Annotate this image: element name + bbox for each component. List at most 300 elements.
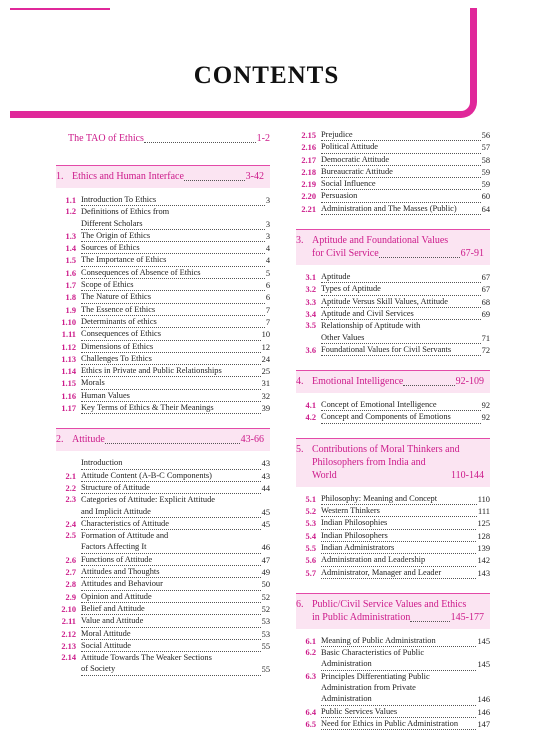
- chapter-title-line: [56, 132, 270, 145]
- entry-page: 67: [481, 273, 490, 283]
- entry-title: Indian Administrators: [321, 542, 476, 554]
- entry-page: 4: [265, 244, 270, 254]
- entry-title: Attitudes and Behaviour: [81, 578, 261, 590]
- entry-title: Philosophy: Meaning and Concept: [321, 493, 477, 505]
- entry-page: 60: [481, 192, 490, 202]
- chapter-heading: [296, 229, 490, 265]
- chapter-title: Ethics and Human Interface: [72, 171, 184, 182]
- entry-page: 68: [481, 297, 490, 307]
- entry-page: 125: [477, 519, 490, 529]
- toc-entry: [296, 505, 490, 517]
- entry-title: Need for Ethics in Public Administration: [321, 718, 476, 730]
- entry-title: Moral Attitude: [81, 628, 261, 640]
- chapter-title-line: [56, 170, 264, 183]
- entry-page: 52: [261, 592, 270, 602]
- toc-entry: [296, 190, 490, 202]
- entry-page: 32: [261, 391, 270, 401]
- toc-entry: [296, 344, 490, 356]
- entry-number: 2.17: [301, 155, 316, 165]
- entry-page: 145: [477, 660, 490, 670]
- toc-entry: [56, 494, 270, 505]
- toc-entry: [296, 493, 490, 505]
- entry-page: 25: [261, 367, 270, 377]
- entry-page: 53: [261, 617, 270, 627]
- chapter-page-range: 67-91: [460, 248, 484, 260]
- entry-page: 4: [265, 256, 270, 266]
- entry-number: 1.10: [61, 317, 76, 327]
- entry-number: 2.12: [61, 629, 76, 639]
- chapter-title-line: [296, 443, 484, 456]
- entry-title: Social Attitude: [81, 640, 261, 652]
- entry-page: 58: [481, 155, 490, 165]
- entry-title: Indian Philosophers: [321, 530, 476, 542]
- entry-title: Foundational Values for Civil Servants: [321, 344, 481, 356]
- chapter-heading: [296, 593, 490, 629]
- entry-page: 146: [477, 707, 490, 717]
- entry-number: 5.7: [305, 568, 316, 578]
- entry-page: 56: [481, 131, 490, 140]
- toc-entry: [56, 628, 270, 640]
- entry-title: Aptitude and Civil Services: [321, 308, 481, 320]
- entry-title: Basic Characteristics of Public: [321, 648, 425, 658]
- toc-entry: [296, 671, 490, 682]
- toc-entry: [56, 279, 270, 291]
- toc-entry: [296, 411, 490, 423]
- entry-title: The Essence of Ethics: [81, 304, 265, 316]
- entry-number: 2.1: [65, 471, 76, 481]
- entry-number: 5.6: [305, 556, 316, 566]
- entry-page: 55: [261, 641, 270, 651]
- toc-entry: [56, 578, 270, 590]
- chapter-page-range: 3-42: [245, 171, 264, 182]
- entry-title: Meaning of Public Administration: [321, 635, 476, 647]
- entry-number: 3.6: [305, 345, 316, 355]
- entry-number: 1.7: [65, 281, 76, 291]
- entry-page: 64: [481, 204, 490, 214]
- entry-page: 143: [477, 568, 490, 578]
- entry-number: 2.15: [301, 131, 316, 140]
- entry-title: Aptitude Versus Skill Values, Attitude: [321, 296, 481, 308]
- toc-entry: [56, 457, 270, 469]
- entry-number: 1.2: [65, 207, 76, 217]
- entry-page: 59: [481, 180, 490, 190]
- chapter-title-line: [296, 375, 484, 388]
- toc-left-column: [56, 129, 270, 676]
- toc-entry: [296, 166, 490, 178]
- entry-number: 2.8: [65, 580, 76, 590]
- toc-entry: [296, 154, 490, 166]
- toc-entry: [296, 517, 490, 529]
- toc-entry: [296, 530, 490, 542]
- entry-title: Types of Aptitude: [321, 283, 481, 295]
- entry-number: 2.3: [65, 495, 76, 505]
- entry-number: 2.21: [301, 204, 316, 214]
- chapter-number: 4.: [296, 376, 304, 388]
- entry-number: 1.16: [61, 391, 76, 401]
- chapter-title: Emotional Intelligence: [312, 376, 404, 388]
- chapter-heading: [296, 370, 490, 393]
- dot-leader: [403, 385, 454, 386]
- entry-title: Persuasion: [321, 190, 481, 202]
- entry-title: Attitude Content (A-B-C Components): [81, 470, 261, 482]
- entry-title: Attitude Towards The Weaker Sections: [81, 653, 212, 663]
- entry-title: Introduction: [81, 457, 261, 469]
- entry-number: 2.2: [65, 483, 76, 493]
- chapter-title-line: [296, 598, 484, 611]
- toc-entry: [56, 254, 270, 266]
- entry-number: 2.20: [301, 192, 316, 202]
- entry-number: 3.1: [305, 273, 316, 283]
- entry-number: 2.18: [301, 167, 316, 177]
- chapter-heading: [56, 165, 270, 188]
- toc-entry: [56, 640, 270, 652]
- entry-page: 57: [481, 143, 490, 153]
- entry-page: 53: [261, 629, 270, 639]
- entry-page: 47: [261, 555, 270, 565]
- entry-page: 6: [265, 281, 270, 291]
- chapter-title: Public/Civil Service Values and Ethics: [312, 598, 467, 610]
- entry-number: 2.16: [301, 143, 316, 153]
- entry-title: Challenges To Ethics: [81, 353, 261, 365]
- entry-page: 10: [261, 330, 270, 340]
- dot-leader: [379, 257, 460, 258]
- entry-title: The Origin of Ethics: [81, 230, 265, 242]
- entry-page: 92: [481, 401, 490, 411]
- entry-number: 5.1: [305, 494, 316, 504]
- entry-title: Social Influence: [321, 178, 481, 190]
- chapter-title-line: [296, 611, 484, 624]
- toc-entry: [296, 554, 490, 566]
- entry-page: 69: [481, 309, 490, 319]
- toc-entry: [56, 530, 270, 541]
- entry-title: Bureaucratic Attitude: [321, 166, 481, 178]
- entry-page: 44: [261, 483, 270, 493]
- entry-number: 1.6: [65, 268, 76, 278]
- entry-number: 3.4: [305, 309, 316, 319]
- entry-page: 52: [261, 604, 270, 614]
- entry-page: 142: [477, 556, 490, 566]
- entry-title: Political Attitude: [321, 141, 481, 153]
- entry-page: 139: [477, 543, 490, 553]
- toc-entry: [56, 230, 270, 242]
- entry-title: Human Values: [81, 390, 261, 402]
- entry-number: 1.9: [65, 305, 76, 315]
- chapter-title-continued: Philosophers from India and World: [312, 456, 426, 481]
- entry-number: 6.5: [305, 719, 316, 729]
- toc-entry: [296, 308, 490, 320]
- toc-entry-continued: [56, 663, 270, 675]
- entry-title: Indian Philosophies: [321, 517, 476, 529]
- entry-page: 59: [481, 167, 490, 177]
- entry-page: 5: [265, 268, 270, 278]
- entry-number: 2.4: [65, 519, 76, 529]
- entry-number: 1.14: [61, 367, 76, 377]
- entry-page: 43: [261, 471, 270, 481]
- entry-title: Prejudice: [321, 129, 481, 141]
- entry-number: 6.2: [305, 648, 316, 658]
- entry-title: Public Services Values: [321, 706, 476, 718]
- entry-title: Administration: [321, 658, 476, 670]
- entry-number: 1.12: [61, 342, 76, 352]
- toc-entry: [296, 399, 490, 411]
- page-title: CONTENTS: [193, 62, 340, 89]
- entry-title: Value and Attitude: [81, 615, 261, 627]
- entry-title: Concept and Components of Emotions: [321, 411, 481, 423]
- toc-entry: [56, 566, 270, 578]
- toc-entry: [296, 178, 490, 190]
- toc-entry: [56, 402, 270, 414]
- entry-number: 4.2: [305, 413, 316, 423]
- toc-entry: [56, 316, 270, 328]
- toc-entry: [296, 542, 490, 554]
- chapter-title: Aptitude and Foundational Values: [312, 235, 449, 247]
- entry-page: 67: [481, 285, 490, 295]
- entry-number: 3.3: [305, 297, 316, 307]
- entry-title: Structure of Attitude: [81, 482, 261, 494]
- chapter-page-range: 110-144: [451, 469, 484, 481]
- toc-entry: [56, 194, 270, 206]
- toc-entry: [296, 718, 490, 730]
- entry-title: Attitudes and Thoughts: [81, 566, 261, 578]
- toc-entry: [56, 518, 270, 530]
- entry-title: Administration and The Masses (Public): [321, 203, 481, 215]
- entry-number: 1.5: [65, 256, 76, 266]
- spacer: [56, 145, 270, 151]
- entry-page: 46: [261, 543, 270, 553]
- dot-leader: [144, 142, 256, 143]
- entry-page: 45: [261, 507, 270, 517]
- entry-title: and Implicit Attitude: [81, 506, 261, 518]
- chapter-title-line: [296, 456, 484, 482]
- entry-number: 2.19: [301, 180, 316, 190]
- entry-title: Definitions of Ethics from: [81, 207, 170, 217]
- entry-title: Sources of Ethics: [81, 242, 265, 254]
- chapter-page-range: 145-177: [450, 611, 484, 623]
- entry-title: Functions of Attitude: [81, 554, 261, 566]
- entry-title: Introduction To Ethics: [81, 194, 265, 206]
- entry-title: Dimensions of Ethics: [81, 341, 261, 353]
- chapter-title: The TAO of Ethics: [68, 133, 144, 144]
- chapter-title: Contributions of Moral Thinkers and: [312, 443, 460, 455]
- chapter-number: 2.: [56, 434, 64, 446]
- entry-title: Consequences of Absence of Ethics: [81, 267, 265, 279]
- entry-number: 1.11: [61, 330, 76, 340]
- toc-entry: [296, 647, 490, 658]
- toc-entry: [56, 482, 270, 494]
- chapter-number: 5.: [296, 443, 304, 455]
- toc-entry: [56, 470, 270, 482]
- entry-number: 2.14: [61, 653, 76, 663]
- entry-number: 1.1: [65, 196, 76, 205]
- entry-title: Scope of Ethics: [81, 279, 265, 291]
- entry-page: 7: [265, 317, 270, 327]
- toc-entry: [296, 320, 490, 331]
- toc-entry: [56, 304, 270, 316]
- toc-entry: [56, 267, 270, 279]
- entry-page: 146: [477, 695, 490, 705]
- entry-page: 39: [261, 404, 270, 414]
- chapter-title-line: [296, 247, 484, 260]
- toc-entry: [56, 206, 270, 217]
- entry-page: 7: [265, 305, 270, 315]
- toc-entry: [296, 635, 490, 647]
- toc-entry: [296, 283, 490, 295]
- toc-entry: [56, 377, 270, 389]
- entry-title: Aptitude: [321, 271, 481, 283]
- entry-title: Factors Affecting It: [81, 541, 261, 553]
- dot-leader: [410, 621, 449, 622]
- entry-title: Formation of Attitude and: [81, 531, 169, 541]
- entry-page: 50: [261, 580, 270, 590]
- entry-title: The Importance of Ethics: [81, 254, 265, 266]
- toc-entry: [56, 341, 270, 353]
- toc-entry: [296, 203, 490, 215]
- entry-page: 55: [261, 665, 270, 675]
- entry-number: 5.2: [305, 507, 316, 517]
- chapter-number: 3.: [296, 235, 304, 247]
- entry-number: 4.1: [305, 401, 316, 411]
- entry-title: Consequences of Ethics: [81, 328, 261, 340]
- entry-number: 1.4: [65, 244, 76, 254]
- toc-entry: [56, 242, 270, 254]
- entry-number: 1.8: [65, 293, 76, 303]
- entry-page: 31: [261, 379, 270, 389]
- entry-title: Western Thinkers: [321, 505, 477, 517]
- entry-page: 3: [265, 231, 270, 241]
- toc-entry: [296, 567, 490, 579]
- entry-number: 2.7: [65, 568, 76, 578]
- entry-number: 2.11: [61, 617, 76, 627]
- entry-title: Opinion and Attitude: [81, 591, 261, 603]
- toc-entry: [56, 591, 270, 603]
- entry-title: Other Values: [321, 332, 481, 344]
- entry-page: 12: [261, 342, 270, 352]
- entry-page: 3: [265, 196, 270, 205]
- entry-page: 110: [477, 494, 490, 504]
- entry-page: 49: [261, 568, 270, 578]
- entry-number: 6.4: [305, 707, 316, 717]
- entry-number: 6.3: [305, 671, 316, 681]
- toc-entry: [56, 328, 270, 340]
- toc-entry: [56, 365, 270, 377]
- toc-entry: [56, 603, 270, 615]
- chapter-title-line: [296, 234, 484, 247]
- chapter-title-line: [56, 433, 264, 446]
- toc-entry-continued: [296, 693, 490, 705]
- entry-title: of Society: [81, 663, 261, 675]
- chapter-title: Attitude: [72, 434, 105, 446]
- toc-entry-continued: [56, 541, 270, 553]
- dot-leader: [105, 443, 240, 444]
- entry-number: 5.3: [305, 519, 316, 529]
- entry-number: 1.3: [65, 231, 76, 241]
- toc-entry: [296, 141, 490, 153]
- toc-entry-continued: [296, 658, 490, 670]
- toc-entry: [296, 706, 490, 718]
- toc-entry: [56, 353, 270, 365]
- entry-page: 72: [481, 345, 490, 355]
- entry-number: 1.17: [61, 404, 76, 414]
- entry-number: 3.5: [305, 321, 316, 331]
- entry-title: Administration from Private: [321, 683, 416, 693]
- chapter-title-continued: for Civil Service: [312, 248, 379, 260]
- chapter-page-range: 92-109: [455, 376, 484, 388]
- entry-title: Morals: [81, 377, 261, 389]
- chapter-heading: [56, 129, 270, 145]
- entry-title: Characteristics of Attitude: [81, 518, 261, 530]
- entry-number: 2.10: [61, 604, 76, 614]
- toc-entry-continued: [56, 218, 270, 230]
- entry-number: 2.6: [65, 555, 76, 565]
- toc-entry-continued: [296, 682, 490, 693]
- entry-title: Relationship of Aptitude with: [321, 321, 421, 331]
- entry-title: Determinants of ethics: [81, 316, 265, 328]
- entry-title: Administrator, Manager and Leader: [321, 567, 476, 579]
- entry-title: Key Terms of Ethics & Their Meanings: [81, 402, 261, 414]
- entry-page: 43: [261, 459, 270, 469]
- chapter-heading: [56, 428, 270, 451]
- entry-page: 6: [265, 293, 270, 303]
- toc-entry-continued: [296, 332, 490, 344]
- entry-number: 1.13: [61, 354, 76, 364]
- entry-title: Ethics in Private and Public Relationships: [81, 365, 261, 377]
- entry-number: 2.13: [61, 641, 76, 651]
- entry-page: 3: [265, 219, 270, 229]
- chapter-page-range: 43-66: [240, 434, 264, 446]
- toc-entry-continued: [56, 506, 270, 518]
- toc-entry: [296, 271, 490, 283]
- entry-number: 5.4: [305, 531, 316, 541]
- entry-page: 147: [477, 719, 490, 729]
- toc-entry: [296, 296, 490, 308]
- entry-title: Democratic Attitude: [321, 154, 481, 166]
- entry-page: 111: [478, 507, 490, 517]
- entry-title: Administration: [321, 693, 476, 705]
- entry-number: 2.5: [65, 531, 76, 541]
- chapter-page-range: 1-2: [256, 133, 270, 144]
- entry-page: 92: [481, 413, 490, 423]
- toc-entry: [56, 554, 270, 566]
- entry-number: 5.5: [305, 543, 316, 553]
- toc-entry: [56, 615, 270, 627]
- entry-title: Principles Differentiating Public: [321, 671, 430, 681]
- toc-right-column: [296, 129, 490, 730]
- entry-page: 128: [477, 531, 490, 541]
- entry-page: 24: [261, 354, 270, 364]
- chapter-title-continued: in Public Administration: [312, 611, 411, 623]
- entry-title: Different Scholars: [81, 218, 265, 230]
- entry-title: Categories of Attitude: Explicit Attitude: [81, 495, 215, 505]
- chapter-number: 6.: [296, 598, 304, 610]
- entry-title: Belief and Attitude: [81, 603, 261, 615]
- entry-page: 145: [477, 636, 490, 646]
- chapter-number: 1.: [56, 171, 64, 182]
- entry-number: 1.15: [61, 379, 76, 389]
- entry-title: Administration and Leadership: [321, 554, 476, 566]
- toc-entry: [56, 291, 270, 303]
- toc-entry: [56, 390, 270, 402]
- entry-page: 45: [261, 519, 270, 529]
- entry-title: Concept of Emotional Intelligence: [321, 399, 481, 411]
- toc-entry: [296, 129, 490, 141]
- entry-number: 6.1: [305, 636, 316, 646]
- chapter-heading: [296, 438, 490, 487]
- entry-page: 71: [481, 333, 490, 343]
- entry-title: The Nature of Ethics: [81, 291, 265, 303]
- entry-number: 2.9: [65, 592, 76, 602]
- entry-number: 3.2: [305, 285, 316, 295]
- toc-entry: [56, 652, 270, 663]
